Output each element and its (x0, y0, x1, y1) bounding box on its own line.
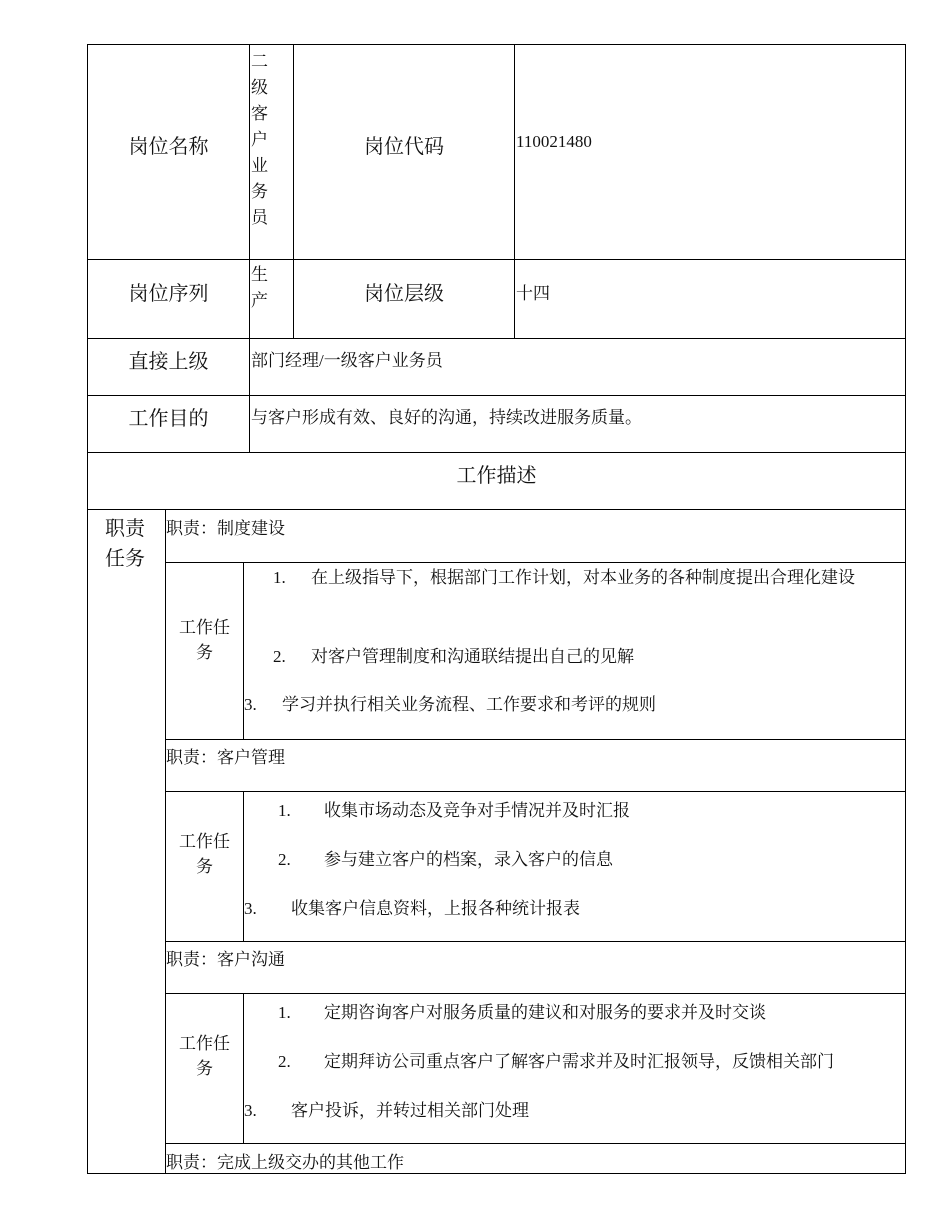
task-text: 收集市场动态及竞争对手情况并及时汇报 (324, 801, 630, 820)
duty-title-cell (165, 1143, 906, 1174)
task-label: 工作任务 (179, 1034, 230, 1078)
task-item (278, 1047, 834, 1072)
task-item (278, 845, 613, 870)
post-level-label: 岗位层级 (364, 283, 444, 305)
duty-title-cell (165, 739, 906, 792)
post-sequence-label: 岗位序列 (128, 283, 209, 305)
task-text: 定期咨询客户对服务质量的建议和对服务的要求并及时交谈 (324, 1003, 766, 1022)
post-sequence-value-cell (249, 259, 294, 339)
post-name-label-cell (87, 44, 250, 260)
post-code-label: 岗位代码 (364, 136, 444, 158)
task-text: 定期拜访公司重点客户了解客户需求并及时汇报领导，反馈相关部门 (324, 1052, 834, 1071)
task-item (273, 642, 634, 667)
task-label-cell (165, 562, 244, 740)
purpose-label: 工作目的 (128, 408, 209, 430)
task-label-cell (165, 993, 244, 1144)
task-label: 工作任务 (179, 832, 230, 876)
task-list-cell (243, 791, 906, 942)
duty-title-cell (165, 941, 906, 994)
post-code-value: 110021480 (516, 132, 592, 151)
task-list-cell (243, 993, 906, 1144)
superior-value: 部门经理/一级客户业务员 (251, 351, 443, 370)
task-text: 学习并执行相关业务流程、工作要求和考评的规则 (282, 695, 656, 714)
task-item (244, 894, 580, 919)
task-number: 3. (244, 695, 257, 714)
post-name-value: 二级客户业务员 (251, 52, 268, 227)
post-level-value-cell (514, 259, 906, 339)
task-item (273, 565, 895, 591)
superior-label: 直接上级 (128, 351, 209, 373)
task-item (244, 690, 656, 715)
task-item (278, 998, 766, 1023)
post-code-label-cell (293, 44, 515, 260)
duties-label-cell (87, 509, 166, 1174)
task-item (278, 796, 630, 821)
task-label-cell (165, 791, 244, 942)
task-number: 1. (278, 801, 291, 820)
post-level-label-cell (293, 259, 515, 339)
purpose-label-cell (87, 395, 250, 453)
purpose-value-cell (249, 395, 906, 453)
duty-title: 职责：制度建设 (166, 519, 285, 538)
task-number: 3. (244, 899, 257, 918)
task-text: 收集客户信息资料，上报各种统计报表 (291, 899, 580, 918)
post-sequence-label-cell (87, 259, 250, 339)
task-number: 2. (273, 647, 286, 666)
task-list-cell (243, 562, 906, 740)
purpose-value: 与客户形成有效、良好的沟通，持续改进服务质量。 (251, 408, 642, 427)
duty-title: 职责：完成上级交办的其他工作 (166, 1153, 404, 1172)
task-label: 工作任务 (179, 618, 230, 662)
post-name-label: 岗位名称 (128, 136, 209, 158)
post-sequence-value: 生产 (251, 265, 268, 310)
superior-label-cell (87, 338, 250, 396)
task-number: 2. (278, 1052, 291, 1071)
description-title-cell (87, 452, 906, 510)
duty-title: 职责：客户沟通 (166, 950, 285, 969)
description-title: 工作描述 (456, 465, 537, 487)
post-name-value-cell (249, 44, 294, 260)
task-number: 1. (278, 1003, 291, 1022)
task-number: 2. (278, 850, 291, 869)
task-text: 参与建立客户的档案，录入客户的信息 (324, 850, 613, 869)
task-text: 客户投诉，并转过相关部门处理 (291, 1101, 529, 1120)
task-item (244, 1096, 529, 1121)
duty-title-cell (165, 509, 906, 563)
task-text: 在上级指导下，根据部门工作计划，对本业务的各种制度提出合理化建设 (311, 568, 855, 587)
post-code-value-cell (514, 44, 906, 260)
post-level-value: 十四 (516, 284, 550, 303)
duties-label: 职责任务 (105, 518, 145, 570)
task-number: 1. (273, 568, 286, 587)
task-text: 对客户管理制度和沟通联结提出自己的见解 (311, 647, 634, 666)
task-number: 3. (244, 1101, 257, 1120)
superior-value-cell (249, 338, 906, 396)
duty-title: 职责：客户管理 (166, 748, 285, 767)
